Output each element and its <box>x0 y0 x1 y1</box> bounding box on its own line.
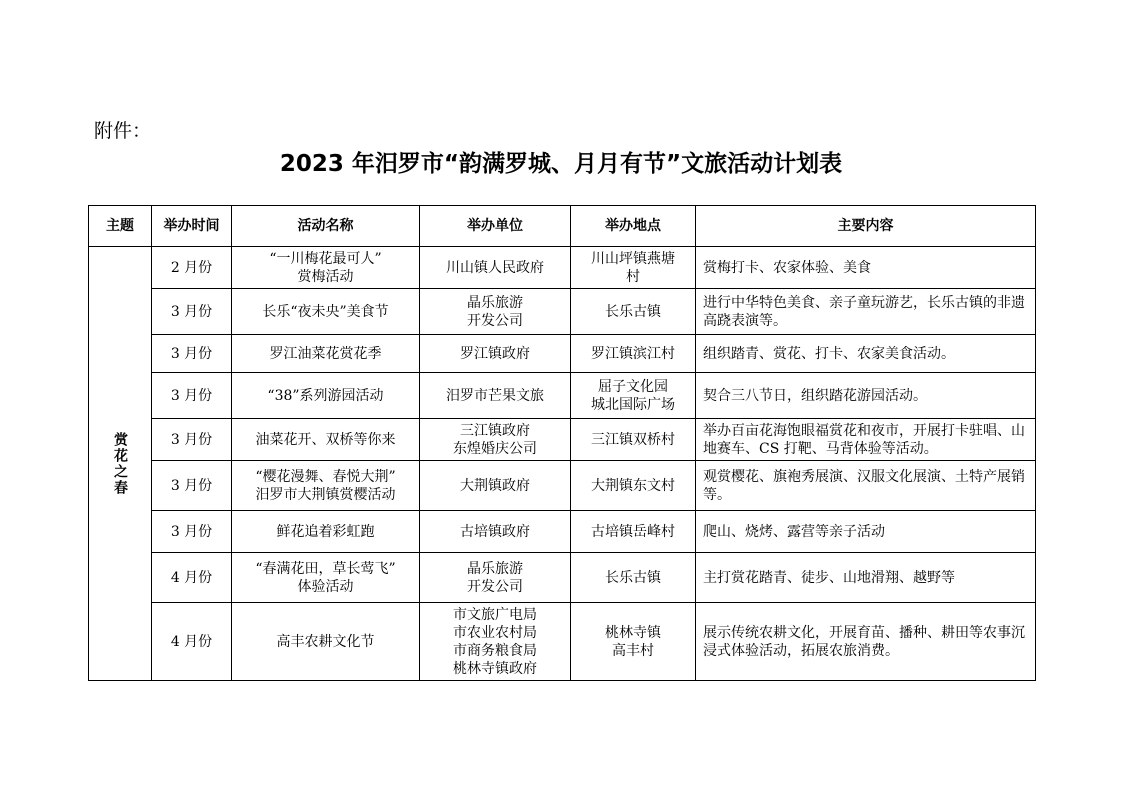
cell-time: 3 月份 <box>152 461 232 511</box>
table-row <box>89 247 1036 289</box>
cell-activity-name: “38”系列游园活动 <box>232 373 420 419</box>
cell-content: 组织踏青、赏花、打卡、农家美食活动。 <box>696 335 1036 373</box>
cell-organizer: 三江镇政府 东煌婚庆公司 <box>420 419 571 461</box>
cell-location: 桃林寺镇 高丰村 <box>571 603 696 681</box>
cell-location: 川山坪镇燕塘 村 <box>571 247 696 289</box>
table-row <box>89 289 1036 335</box>
cell-content: 赏梅打卡、农家体验、美食 <box>696 247 1036 289</box>
cell-activity-name: “一川梅花最可人” 赏梅活动 <box>232 247 420 289</box>
cell-activity-name: 油菜花开、双桥等你来 <box>232 419 420 461</box>
cell-content: 进行中华特色美食、亲子童玩游艺，长乐古镇的非遗高跷表演等。 <box>696 289 1036 335</box>
cell-time: 3 月份 <box>152 335 232 373</box>
cell-organizer: 大荆镇政府 <box>420 461 571 511</box>
cell-activity-name: “春满花田，草长莺飞” 体验活动 <box>232 553 420 603</box>
cell-content: 观赏樱花、旗袍秀展演、汉服文化展演、土特产展销等。 <box>696 461 1036 511</box>
table-row <box>89 603 1036 681</box>
table-row <box>89 461 1036 511</box>
cell-activity-name: 长乐“夜未央”美食节 <box>232 289 420 335</box>
cell-activity-name: 罗江油菜花赏花季 <box>232 335 420 373</box>
cell-location: 古培镇岳峰村 <box>571 511 696 553</box>
cell-time: 2 月份 <box>152 247 232 289</box>
cell-organizer: 市文旅广电局 市农业农村局 市商务粮食局 桃林寺镇政府 <box>420 603 571 681</box>
theme-cell: 赏花之春 <box>89 247 152 681</box>
cell-organizer: 古培镇政府 <box>420 511 571 553</box>
header-theme: 主题 <box>89 206 152 247</box>
table-header-row <box>89 206 1036 247</box>
cell-time: 4 月份 <box>152 553 232 603</box>
cell-time: 3 月份 <box>152 373 232 419</box>
cell-location: 长乐古镇 <box>571 553 696 603</box>
attachment-label: 附件： <box>94 120 152 142</box>
cell-location: 三江镇双桥村 <box>571 419 696 461</box>
cell-organizer: 汨罗市芒果文旅 <box>420 373 571 419</box>
cell-content: 主打赏花踏青、徒步、山地滑翔、越野等 <box>696 553 1036 603</box>
cell-activity-name: “樱花漫舞、春悦大荆” 汨罗市大荆镇赏樱活动 <box>232 461 420 511</box>
cell-organizer: 川山镇人民政府 <box>420 247 571 289</box>
header-activity-name: 活动名称 <box>232 206 420 247</box>
header-time: 举办时间 <box>152 206 232 247</box>
cell-location: 大荆镇东文村 <box>571 461 696 511</box>
cell-location: 罗江镇滨江村 <box>571 335 696 373</box>
cell-content: 契合三八节日，组织踏花游园活动。 <box>696 373 1036 419</box>
table-row <box>89 373 1036 419</box>
table-row <box>89 335 1036 373</box>
cell-time: 3 月份 <box>152 419 232 461</box>
cell-location: 长乐古镇 <box>571 289 696 335</box>
cell-content: 展示传统农耕文化，开展育苗、播种、耕田等农事沉浸式体验活动，拓展农旅消费。 <box>696 603 1036 681</box>
cell-organizer: 罗江镇政府 <box>420 335 571 373</box>
table-row <box>89 419 1036 461</box>
cell-organizer: 晶乐旅游 开发公司 <box>420 289 571 335</box>
activity-plan-table <box>88 205 1036 681</box>
cell-content: 爬山、烧烤、露营等亲子活动 <box>696 511 1036 553</box>
document-title: 2023 年汨罗市“韵满罗城、月月有节”文旅活动计划表 <box>279 151 843 177</box>
header-organizer: 举办单位 <box>420 206 571 247</box>
cell-content: 举办百亩花海饱眼福赏花和夜市，开展打卡驻唱、山地赛车、CS 打靶、马背体验等活动。 <box>696 419 1036 461</box>
cell-location: 屈子文化园 城北国际广场 <box>571 373 696 419</box>
table-row <box>89 511 1036 553</box>
cell-time: 3 月份 <box>152 289 232 335</box>
cell-activity-name: 高丰农耕文化节 <box>232 603 420 681</box>
cell-activity-name: 鲜花追着彩虹跑 <box>232 511 420 553</box>
header-location: 举办地点 <box>571 206 696 247</box>
cell-organizer: 晶乐旅游 开发公司 <box>420 553 571 603</box>
header-content: 主要内容 <box>696 206 1036 247</box>
cell-time: 3 月份 <box>152 511 232 553</box>
table-row <box>89 553 1036 603</box>
cell-time: 4 月份 <box>152 603 232 681</box>
